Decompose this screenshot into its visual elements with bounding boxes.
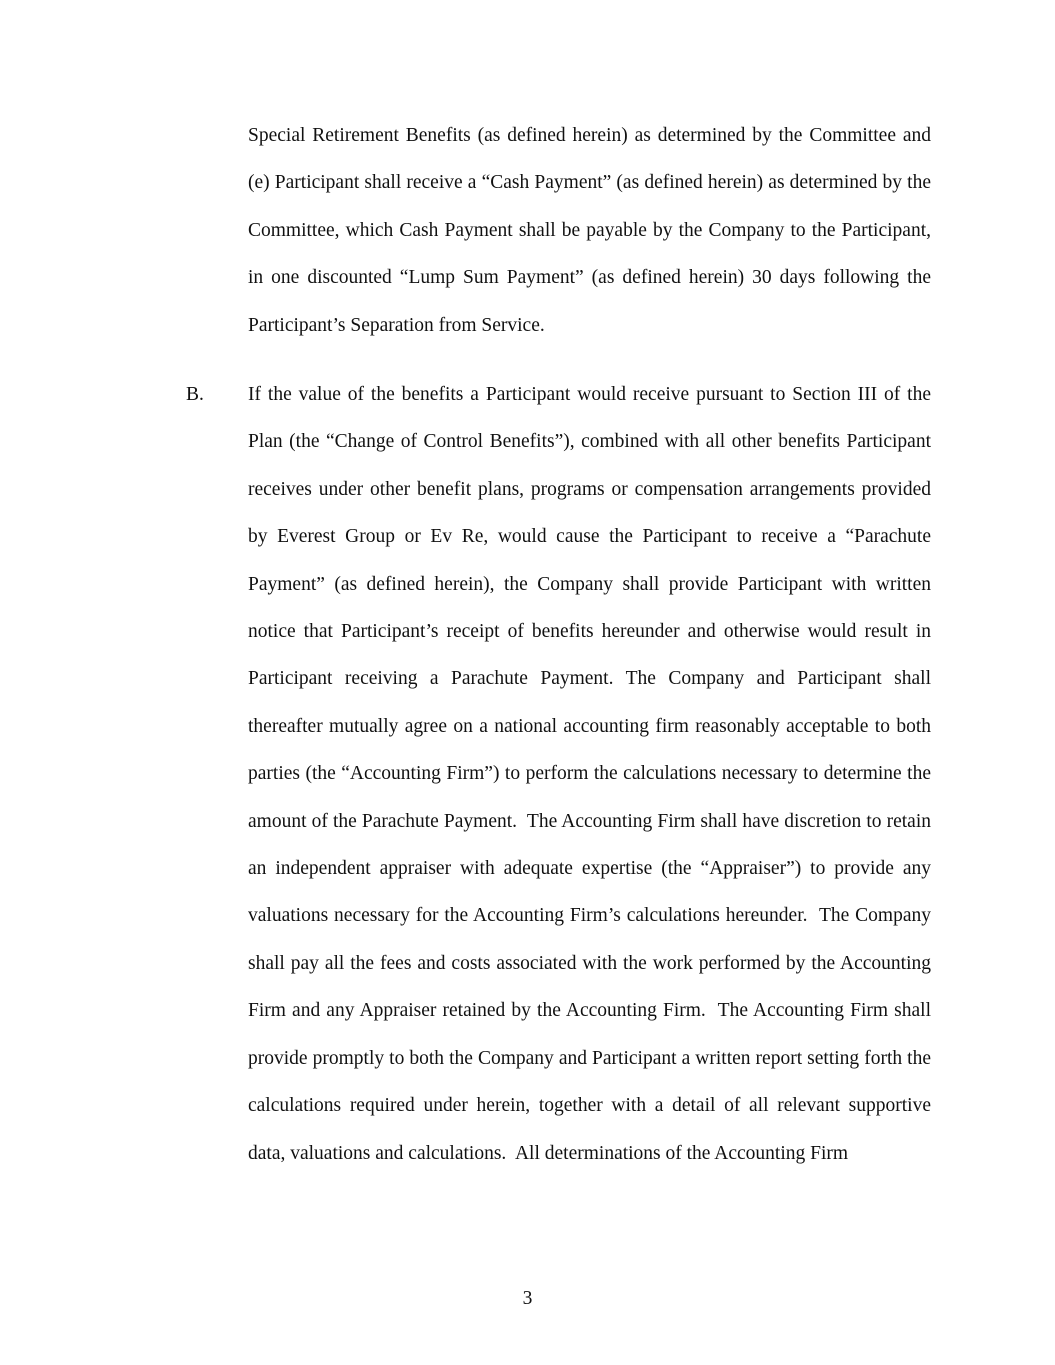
continuation-paragraph: Special Retirement Benefits (as defined herein) as determined by the Committee and (e) Participant shall receive a “Cash Payment” (as defined herein) as determined by the Committee, which Cash Payment shall be payable by the Company to the Participant, in one discounted “Lump Sum Payment” (as defined herein) 30 days following the Participant’s Separation from Service. [248,125,931,336]
section-b-label: B. [186,384,204,405]
page-number: 3 [522,1288,533,1309]
section-b-paragraph: If the value of the benefits a Participant would receive pursuant to Section III of the Plan (the “Change of Control Benefits”), combined with all other benefits Participant receives under other benefit plans, programs or compensation arrangements provided by Everest Group or Ev Re, would cause the Participant to receive a “Parachute Payment” (as defined herein), the Company shall provide Participant with written notice that Participant’s receipt of benefits hereunder and otherwise would result in Participant receiving a Parachute Payment. The Company and Participant shall thereafter mutually agree on a national accounting firm reasonably acceptable to both parties (the “Accounting Firm”) to perform the calculations necessary to determine the amount of the Parachute Payment. The Accounting Firm shall have discretion to retain an independent appraiser with adequate expertise (the “Appraiser”) to provide any valuations necessary for the Accounting Firm’s calculations hereunder. The Company shall pay all the fees and costs associated with the work performed by the Accounting Firm and any Appraiser retained by the Accounting Firm. The Accounting Firm shall provide promptly to both the Company and Participant a written report setting forth the calculations required under herein, together with a detail of all relevant supportive data, valuations and calculations. All determinations of the Accounting Firm [248,384,931,1164]
